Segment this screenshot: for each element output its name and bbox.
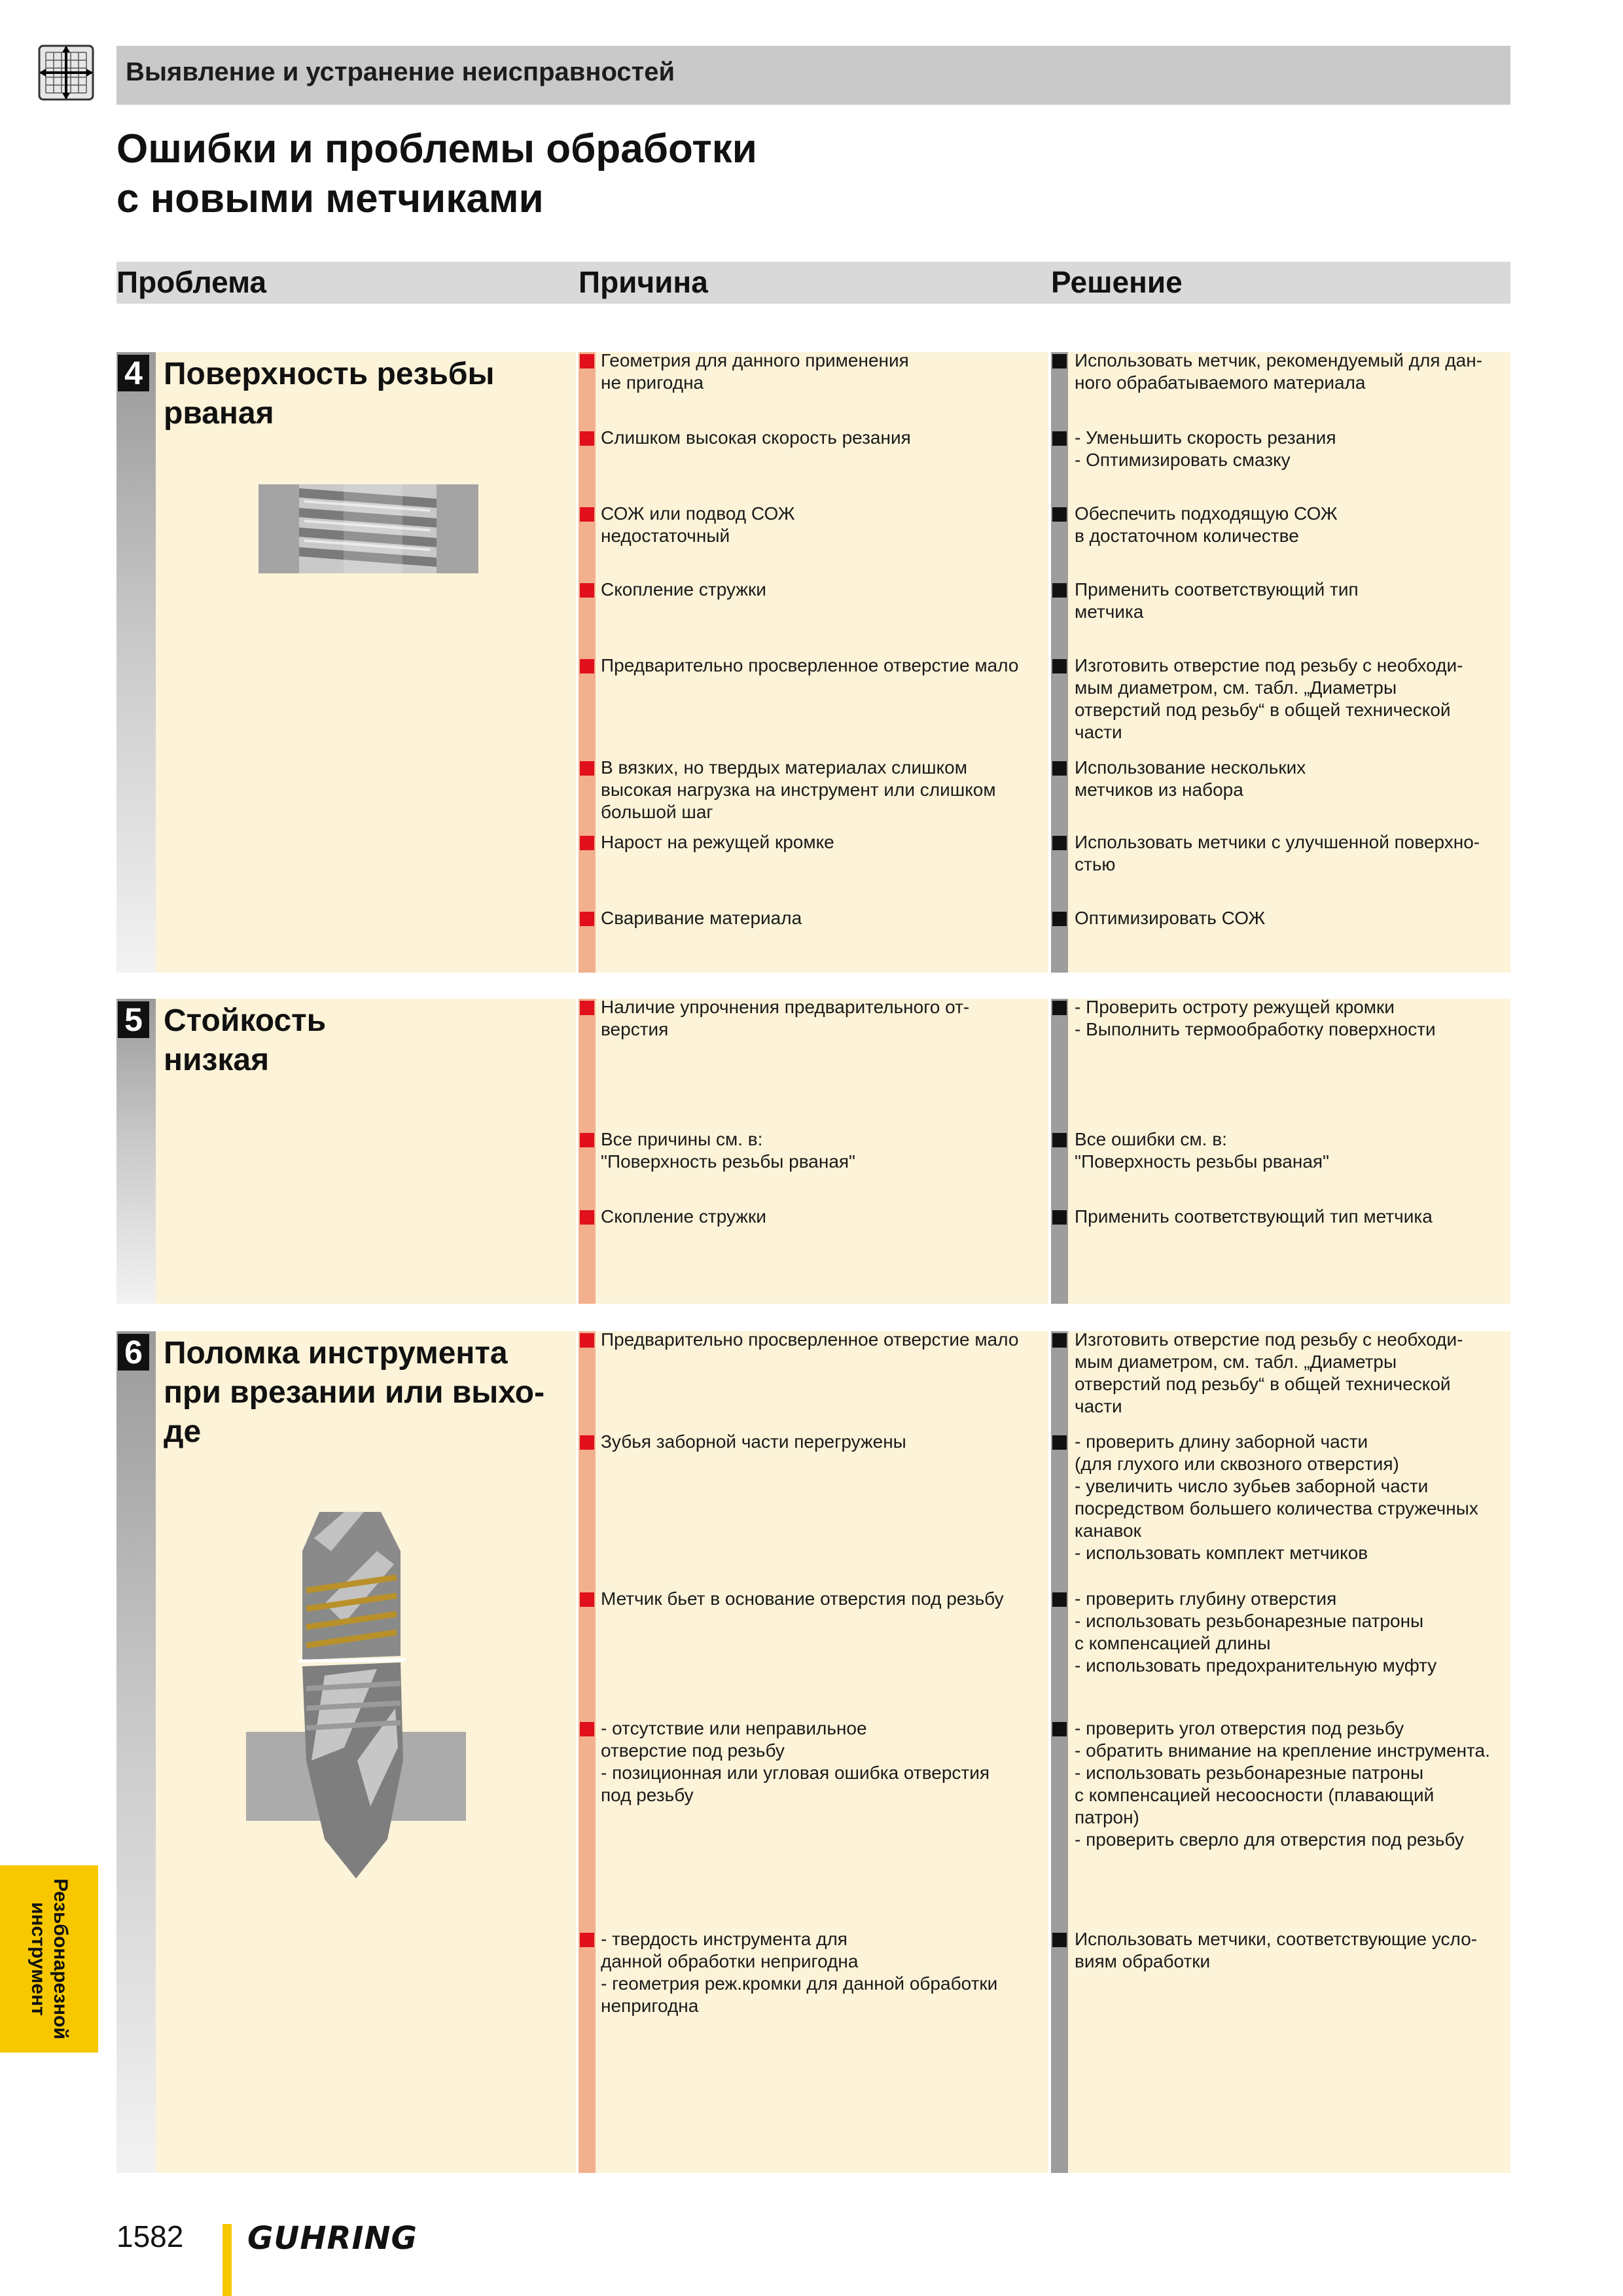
cause-item: Зубья заборной части перегружены <box>601 1431 906 1452</box>
problem-title: Поверхность резьбы рваная <box>164 357 495 431</box>
section-number: 4 <box>118 355 149 391</box>
solution-bullet <box>1052 1592 1067 1607</box>
cause-bullet <box>580 431 594 446</box>
cause-item: Геометрия для данного применения не пригодна <box>601 350 909 393</box>
cause-bullet <box>580 1435 594 1450</box>
cause-bullet <box>580 1592 594 1607</box>
cause-item: Скопление стружки <box>601 579 766 600</box>
solution-bar <box>1051 1331 1068 2173</box>
section-title: Выявление и устранение неисправностей <box>126 58 675 86</box>
cause-bullet <box>580 354 594 368</box>
solution-item: - проверить угол отверстия под резьбу - обратить внимание на крепление инструмента. - использовать резьбонарезные патроны с компенсацией несоосности (плавающий патрон) - проверить сверло для отверстия под резьбу <box>1075 1718 1490 1850</box>
solution-bullet <box>1052 1133 1067 1147</box>
column-header-band <box>116 262 1510 304</box>
cause-item: В вязких, но твердых материалах слишком высокая нагрузка на инструмент или слишком большой шаг <box>601 757 996 822</box>
cause-bullet <box>580 1933 594 1947</box>
page-number: 1582 <box>116 2219 184 2253</box>
cause-bullet <box>580 1722 594 1736</box>
solution-item: Применить соответствующий тип метчика <box>1075 1206 1433 1227</box>
footer-accent-bar <box>223 2224 232 2296</box>
solution-item: Изготовить отверстие под резьбу с необходи- мым диаметром, см. табл. „Диаметры отверстий под резьбу“ в общей технической части <box>1075 655 1463 742</box>
cause-bullet <box>580 1333 594 1348</box>
brand-logo: GUHRING <box>247 2220 418 2257</box>
solution-bullet <box>1052 836 1067 850</box>
cause-item: Сваривание материала <box>601 908 802 928</box>
cause-item: Нарост на режущей кромке <box>601 832 834 852</box>
cause-item: Все причины см. в: "Поверхность резьбы рваная" <box>601 1129 855 1172</box>
solution-item: Использовать метчик, рекомендуемый для дан- ного обрабатываемого материала <box>1075 350 1482 393</box>
solution-bullet <box>1052 1001 1067 1015</box>
solution-item: - проверить длину заборной части (для глухого или сквозного отверстия) - увеличить число зубьев заборной части посредством большего количества стружечных канавок - использовать комплект метчиков <box>1075 1431 1478 1563</box>
solution-bullet <box>1052 1333 1067 1348</box>
solution-item: Обеспечить подходящую СОЖ в достаточном количестве <box>1075 503 1338 546</box>
solution-bullet <box>1052 912 1067 926</box>
solution-item: - Уменьшить скорость резания - Оптимизировать смазку <box>1075 427 1336 470</box>
solution-bullet <box>1052 354 1067 368</box>
solution-item: Изготовить отверстие под резьбу с необходи- мым диаметром, см. табл. „Диаметры отверстий под резьбу“ в общей технической части <box>1075 1329 1463 1416</box>
cause-bullet <box>580 583 594 598</box>
cause-bar <box>579 999 596 1304</box>
solution-bullet <box>1052 761 1067 776</box>
solution-bullet <box>1052 1435 1067 1450</box>
torn-thread-photo <box>259 484 478 573</box>
broken-tap-photo <box>246 1512 466 1878</box>
problem-title: Поломка инструмента при врезании или выхо- де <box>164 1336 545 1449</box>
column-header-cause: Причина <box>579 265 708 299</box>
cause-bullet <box>580 1133 594 1147</box>
solution-item: Использование нескольких метчиков из набора <box>1075 757 1306 800</box>
section-strip <box>116 1331 156 2173</box>
solution-bullet <box>1052 1933 1067 1947</box>
cause-item: Слишком высокая скорость резания <box>601 427 911 448</box>
solution-item: - Проверить остроту режущей кромки - Выполнить термообработку поверхности <box>1075 997 1436 1039</box>
cause-bullet <box>580 761 594 776</box>
solution-bullet <box>1052 431 1067 446</box>
section-strip <box>116 999 156 1304</box>
column-header-solution: Решение <box>1051 265 1183 299</box>
cause-bullet <box>580 836 594 850</box>
cause-item: - отсутствие или неправильное отверстие под резьбу - позиционная или угловая ошибка отверстия под резьбу <box>601 1718 990 1805</box>
cause-item: Предварительно просверленное отверстие мало <box>601 1329 1019 1350</box>
cause-bullet <box>580 1210 594 1225</box>
cause-bullet <box>580 659 594 673</box>
problem-title: Стойкость низкая <box>164 1003 327 1077</box>
solution-bullet <box>1052 659 1067 673</box>
page-title: Ошибки и проблемы обработки с новыми метчиками <box>116 126 757 221</box>
cause-item: Предварительно просверленное отверстие мало <box>601 655 1019 675</box>
cause-item: Наличие упрочнения предварительного от- верстия <box>601 997 970 1039</box>
section-number: 5 <box>118 1001 149 1038</box>
column-header-problem: Проблема <box>116 265 267 299</box>
solution-item: Все ошибки см. в: "Поверхность резьбы рваная" <box>1075 1129 1329 1172</box>
cause-item: СОЖ или подвод СОЖ недостаточный <box>601 503 795 546</box>
solution-item: Применить соответствующий тип метчика <box>1075 579 1359 622</box>
cause-bullet <box>580 912 594 926</box>
solution-bar <box>1051 999 1068 1304</box>
cause-bullet <box>580 507 594 522</box>
chapter-tab-label: Резьбонарезной инструмент <box>27 1878 71 2039</box>
solution-bullet <box>1052 507 1067 522</box>
solution-item: Использовать метчики, соответствующие усло- виям обработки <box>1075 1929 1478 1971</box>
solution-bullet <box>1052 1722 1067 1736</box>
solution-bullet <box>1052 1210 1067 1225</box>
problem-cell <box>156 352 576 973</box>
cause-item: - твердость инструмента для данной обработки непригодна - геометрия реж.кромки для данной обработки непригодна <box>601 1929 998 2016</box>
crosshair-grid-icon <box>38 45 94 101</box>
solution-item: Оптимизировать СОЖ <box>1075 908 1266 928</box>
chapter-tab-label-wrap <box>0 1865 98 2053</box>
cause-item: Скопление стружки <box>601 1206 766 1227</box>
section-strip <box>116 352 156 973</box>
section-number: 6 <box>118 1334 149 1371</box>
solution-item: Использовать метчики с улучшенной поверхно- стью <box>1075 832 1480 874</box>
cause-item: Метчик бьет в основание отверстия под резьбу <box>601 1588 1004 1609</box>
cause-bullet <box>580 1001 594 1015</box>
solution-bullet <box>1052 583 1067 598</box>
cause-bar <box>579 1331 596 2173</box>
solution-item: - проверить глубину отверстия - использовать резьбонарезные патроны с компенсацией длины - использовать предохранительную муфту <box>1075 1588 1437 1676</box>
